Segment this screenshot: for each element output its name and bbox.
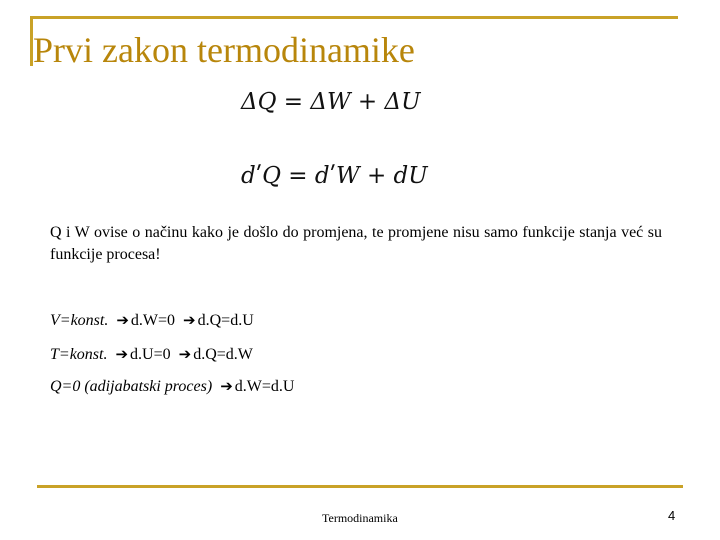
explanation-paragraph: Q i W ovise o načinu kako je došlo do promjena, te promjene nisu samo funkcije stanja već su funkcije procesa!	[50, 224, 662, 263]
arrow-icon: ➔	[178, 345, 192, 363]
slide-title: Prvi zakon termodinamike	[33, 30, 415, 70]
formula-first-law-delta: ΔQ = ΔW + ΔU	[241, 89, 421, 115]
arrow-icon: ➔	[116, 311, 129, 329]
arrow-icon: ➔	[183, 311, 196, 329]
footer-label: Termodinamika	[322, 511, 398, 525]
footer-rule	[37, 485, 683, 488]
title-rule-top	[30, 16, 678, 19]
page-number: 4	[668, 508, 676, 523]
process-line-adiabatic	[50, 376, 294, 397]
process-line-isochoric	[50, 310, 254, 331]
process-step: d.W=0	[130, 312, 176, 329]
process-step: d.U=0	[130, 346, 171, 363]
process-step: d.Q=d.W	[193, 346, 253, 363]
arrow-icon: ➔	[115, 345, 129, 363]
process-line-isothermal	[50, 344, 253, 365]
formula-first-law-differential: dʹQ = dʹW + dU	[241, 163, 428, 189]
process-condition: T=konst.	[50, 346, 108, 363]
process-step: d.Q=d.U	[197, 312, 254, 329]
process-step: d.W=d.U	[234, 378, 295, 395]
process-condition: V=konst.	[50, 312, 109, 329]
process-condition: Q=0 (adijabatski proces)	[50, 378, 213, 395]
arrow-icon: ➔	[220, 377, 233, 395]
